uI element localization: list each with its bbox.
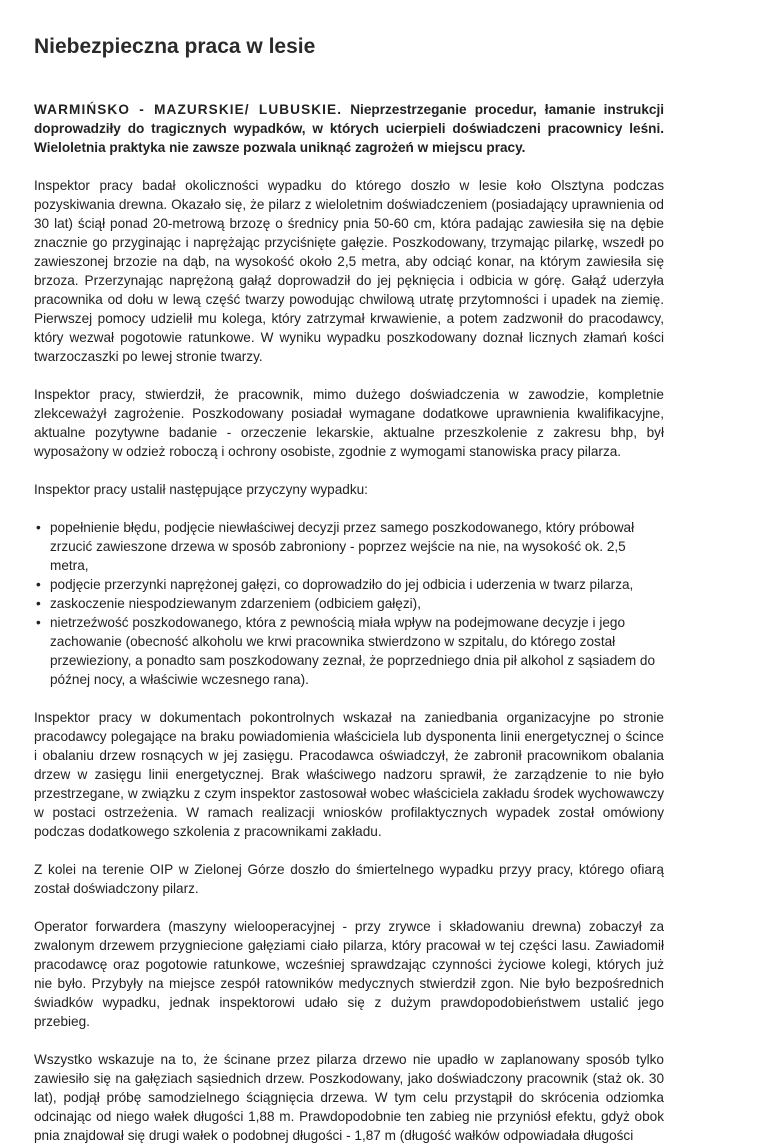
paragraph-forwarder-operator: Operator forwardera (maszyny wielooperacyjnej - przy zrywce i składowaniu drewna) zobaczył za zwalonym drzewem przygniecione gałęziami ciało pilarza, który pracował w tej części lasu. Zawiadomił pracodawcę oraz pogotowie ratunkowe, wcześniej sprawdzając czynności życiowe kolegi, których już nie było. Przybyły na miejsce zespół ratowników medycznych stwierdził zgon. Nie było bezpośrednich świadków wypadku, jednak inspektorowi udało się z dużym prawdopodobieństwem ustalić jego przebieg. xyxy=(34,919,664,1029)
bullet-icon: • xyxy=(36,615,41,630)
causes-list xyxy=(34,518,664,689)
list-item: • popełnienie błędu, podjęcie niewłaściwej decyzji przez samego poszkodowanego, który próbował zrzucić zawieszone drzewa w sposób zabroniony - poprzez wejście na nie, na wysokość ok. 2,5 metra, xyxy=(36,520,635,573)
list-item: • podjęcie przerzynki naprężonej gałęzi, co doprowadziło do jej odbicia i uderzenia w twarz pilarza, xyxy=(36,577,634,592)
paragraph-inspector-findings: Inspektor pracy, stwierdził, że pracownik, mimo dużego doświadczenia w zawodzie, kompletnie zlekceważył zagrożenie. Poszkodowany posiadał wymagane dodatkowe uprawnienia kwalifikacyjne, aktualne pozytywne badanie - orzeczenie lekarskie, aktualne przeszkolenie z zakresu bhp, był wyposażony w odzież roboczą i ochrony osobiste, zgodnie z wymogami stanowiska pracy pilarza. xyxy=(34,387,664,459)
article-lead xyxy=(34,100,664,157)
lead-region: WARMIŃSKO - MAZURSKIE/ LUBUSKIE. xyxy=(34,102,343,117)
bullet-icon: • xyxy=(36,596,41,611)
list-item: • zaskoczenie niespodziewanym zdarzeniem (odbiciem gałęzi), xyxy=(36,596,421,611)
bullet-icon: • xyxy=(36,520,41,535)
article-title: Niebezpieczna praca w lesie xyxy=(34,35,316,58)
lead-text: Nieprzestrzeganie procedur, łamanie instrukcji doprowadziły do tragicznych wypadków, w których ucierpieli doświadczeni pracownicy leśni. Wieloletnia praktyka nie zawsze pozwala uniknąć zagrożeń w miejscu pracy. xyxy=(34,102,665,155)
list-item: • nietrzeźwość poszkodowanego, która z pewnością miała wpływ na podejmowane decyzje i jego zachowanie (obecność alkoholu we krwi pracownika stwierdzono w szpitalu, do którego został przewieziony, a ponadto sam poszkodowany zeznał, że poprzedniego dnia pił alkohol z sąsiadem do późnej nocy, a właściwie wczesnego rana). xyxy=(36,615,656,687)
paragraph-organizational-negligence: Inspektor pracy w dokumentach pokontrolnych wskazał na zaniedbania organizacyjne po stronie pracodawcy polegające na braku powiadomienia właściciela lub dysponenta linii energetycznej o ścince i obalaniu drzew rosnących w jej zasięgu. Pracodawca oświadczył, że zabronił pracownikom obalania drzew w zasięgu linii energetycznej. Brak właściwego nadzoru sprawił, że zarządzenie to nie było przestrzegane, w związku z czym inspektor zastosował wobec właściciela zakładu środek wychowawczy w postaci ostrzeżenia. W ramach realizacji wniosków profilaktycznych wypadek został omówiony podczas dodatkowego szkolenia z pracownikami zakładu. xyxy=(34,710,664,839)
paragraph-causes-intro: Inspektor pracy ustalił następujące przyczyny wypadku: xyxy=(34,482,368,497)
paragraph-accident-olsztyn: Inspektor pracy badał okoliczności wypadku do którego doszło w lesie koło Olsztyna podczas pozyskiwania drewna. Okazało się, że pilarz z wieloletnim doświadczeniem (posiadający uprawnienia od 30 lat) ściął ponad 20-metrową brzozę o średnicy pnia 50-60 cm, która padając zawiesiła się na dębie znacznie go przyginając i naprężając przyciśnięte gałęzie. Poszkodowany, trzymając pilarkę, wszedł po zawieszonej brzozie na dąb, na wysokość około 2,5 metra, aby odciąć konar, na którym zawiesiła się brzoza. Przerzynając naprężoną gałąź doprowadził do jej pęknięcia i odbicia w górę. Gałąź uderzyła pracownika od dołu w lewą część twarzy powodując chwilową utratę przytomności i upadek na ziemię. Pierwszej pomocy udzielił mu kolega, który zatrzymał krwawienie, a potem zadzwonił do pracodawcy, który wezwał pogotowie ratunkowe. W wyniku wypadku poszkodowany doznał licznych złamań kości twarzoczaszki po lewej stronie twarzy. xyxy=(34,178,664,364)
bullet-icon: • xyxy=(36,577,41,592)
paragraph-tree-hung: Wszystko wskazuje na to, że ścinane przez pilarza drzewo nie upadło w zaplanowany sposób tylko zawiesiło się na gałęziach sąsiednich drzew. Poszkodowany, jako doświadczony pracownik (staż ok. 30 lat), podjął próbę samodzielnego ściągnięcia drzewa. W tym celu przystąpił do skrócenia odziomka odcinając od niego wałek długości 1,88 m. Prawdopodobnie ten zabieg nie przyniósł efektu, gdyż obok pnia znajdował się drugi wałek o podobnej długości - 1,87 m (długość wałków odpowiadała długości xyxy=(34,1052,664,1143)
paragraph-zielona-gora: Z kolei na terenie OIP w Zielonej Górze doszło do śmiertelnego wypadku przyy pracy, którego ofiarą został doświadczony pilarz. xyxy=(34,862,664,896)
